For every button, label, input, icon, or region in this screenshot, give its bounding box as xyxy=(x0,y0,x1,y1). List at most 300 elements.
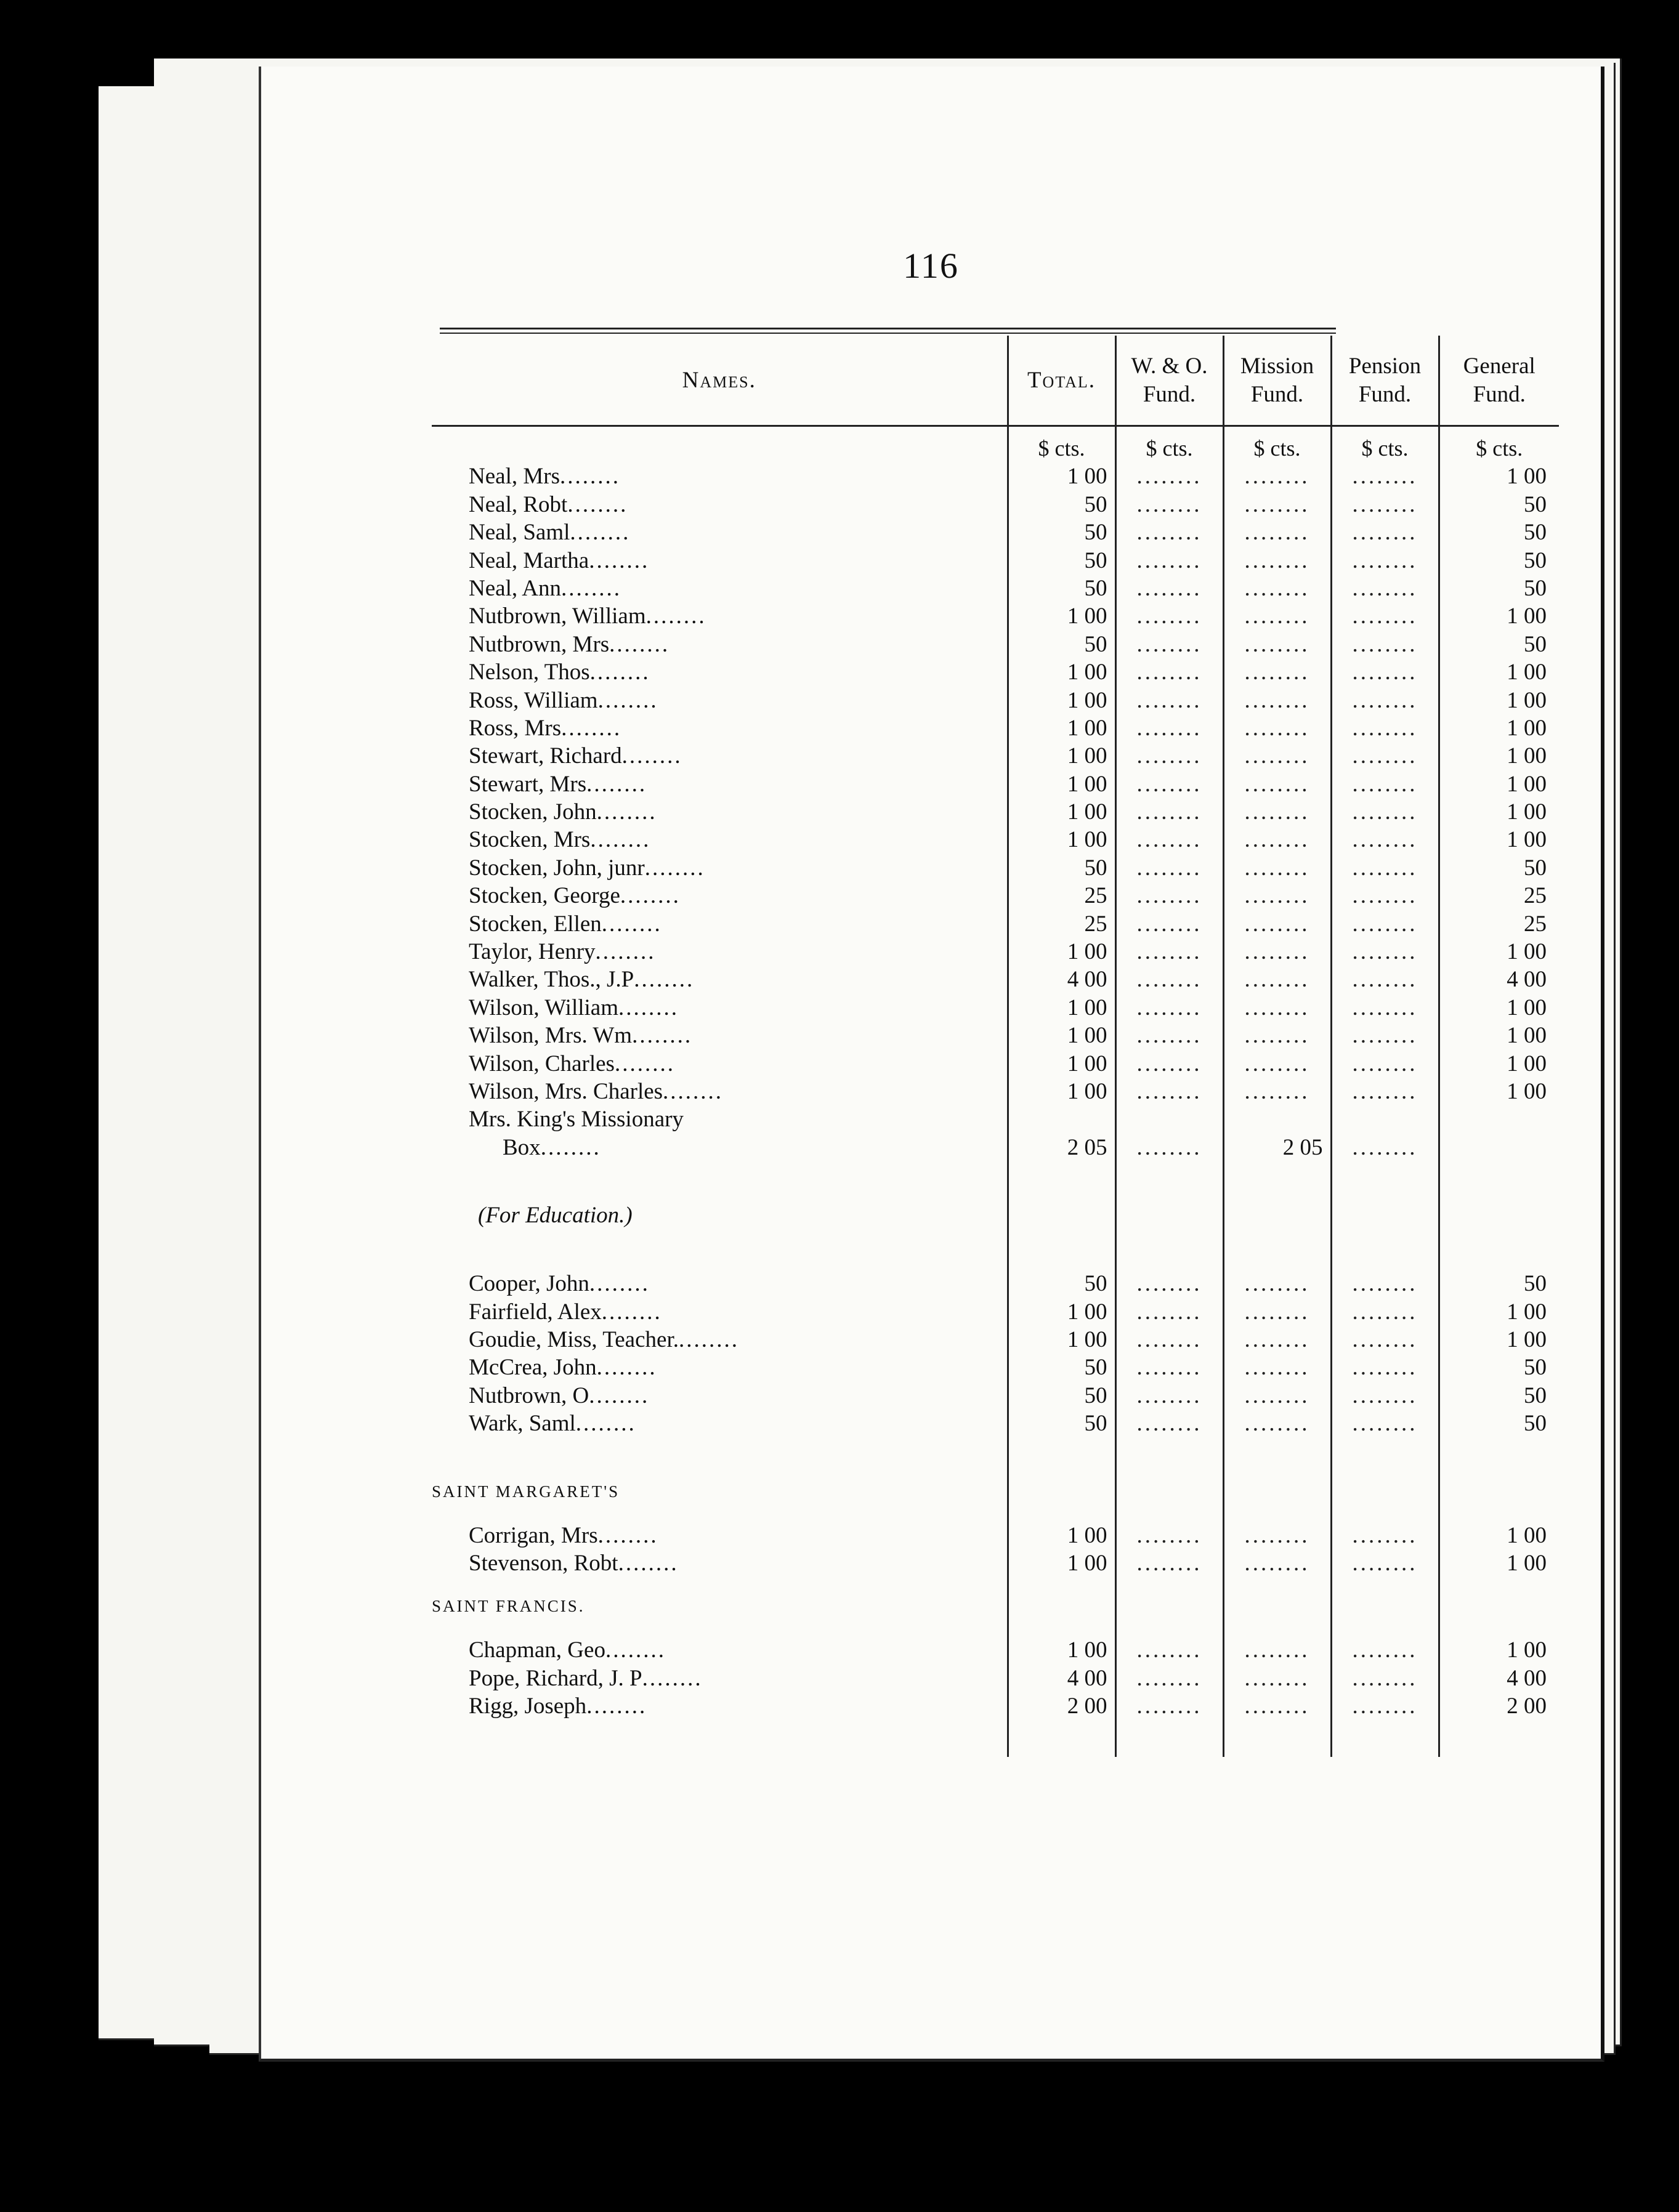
entry-general: 1 00 xyxy=(1439,1636,1559,1664)
pension-fund-dots: ........ xyxy=(1331,1692,1439,1720)
wo-fund-dots: ........ xyxy=(1115,1298,1223,1325)
mission-fund-dots: ........ xyxy=(1223,826,1331,854)
pension-fund-dots: ........ xyxy=(1331,1664,1439,1692)
gap-cell xyxy=(1439,1245,1559,1270)
gap-cell xyxy=(1331,1161,1439,1186)
pension-fund-dots: ........ xyxy=(1331,770,1439,797)
pension-fund-dots: ........ xyxy=(1331,1270,1439,1298)
entry-name xyxy=(432,1326,1008,1354)
missionary-box-name: Mrs. King's Missionary xyxy=(469,1107,684,1132)
entry-name-text: Wark, Saml xyxy=(469,1411,576,1437)
dot-leader: ........ xyxy=(589,1271,650,1297)
entry-name xyxy=(432,742,1008,770)
table-row xyxy=(432,910,1559,937)
wo-fund-dots: ........ xyxy=(1115,1410,1223,1437)
wo-fund-dots: ........ xyxy=(1115,854,1223,881)
entry-name-text: Neal, Mrs xyxy=(469,464,560,490)
entry-general: 4 00 xyxy=(1439,966,1559,993)
entry-name xyxy=(432,1022,1008,1049)
entry-total: 50 xyxy=(1008,490,1115,518)
wo-fund-dots: ........ xyxy=(1115,1636,1223,1664)
entry-total: 1 00 xyxy=(1008,462,1115,490)
wo-fund-dots: ........ xyxy=(1115,714,1223,742)
entry-general: 50 xyxy=(1439,1410,1559,1437)
entry-name xyxy=(432,1664,1008,1692)
gap-cell xyxy=(1331,1437,1439,1462)
entry-total: 50 xyxy=(1008,575,1115,602)
table-row xyxy=(432,1078,1559,1105)
entry-name xyxy=(432,519,1008,546)
pension-fund-dots: ........ xyxy=(1331,630,1439,658)
header-total: Total. xyxy=(1008,336,1115,426)
entry-name xyxy=(432,854,1008,881)
entry-name-text: Cooper, John xyxy=(469,1271,589,1297)
wo-fund-dots: ........ xyxy=(1115,1270,1223,1298)
table-row xyxy=(432,1022,1559,1049)
entry-name-text: Neal, Ann xyxy=(469,575,562,601)
entry-name xyxy=(432,1354,1008,1381)
pension-fund-dots: ........ xyxy=(1331,742,1439,770)
entry-total: 2 00 xyxy=(1008,1692,1115,1720)
entry-name-text: Stocken, George xyxy=(469,883,620,909)
mission-fund-dots: ........ xyxy=(1223,1692,1331,1720)
unit-general: $ cts. xyxy=(1439,426,1559,463)
entry-general: 50 xyxy=(1439,519,1559,546)
gap-cell xyxy=(1008,1161,1115,1186)
table-row xyxy=(432,1636,1559,1664)
mission-fund-dots: ........ xyxy=(1223,1636,1331,1664)
entry-name-text: Wilson, Charles xyxy=(469,1051,615,1076)
gap-cell xyxy=(1115,1437,1223,1462)
entry-total: 50 xyxy=(1008,1410,1115,1437)
entry-name xyxy=(432,1133,1008,1161)
section-saint-francis xyxy=(432,1577,1559,1636)
entry-general: 1 00 xyxy=(1439,1298,1559,1325)
entry-general: 1 00 xyxy=(1439,1549,1559,1577)
entry-name xyxy=(432,1049,1008,1077)
entry-general: 2 00 xyxy=(1439,1692,1559,1720)
entry-name-text: Stocken, John, junr xyxy=(469,855,645,881)
mission-fund-dots: ........ xyxy=(1223,462,1331,490)
dot-leader: ........ xyxy=(596,799,657,825)
entry-total: 50 xyxy=(1008,1270,1115,1298)
dot-leader: ........ xyxy=(561,575,622,601)
entry-total: 1 00 xyxy=(1008,1549,1115,1577)
table-row xyxy=(432,630,1559,658)
table-row xyxy=(432,575,1559,602)
section-education xyxy=(432,1186,1559,1245)
section-spacer xyxy=(1439,1462,1559,1521)
mission-fund-dots: ........ xyxy=(1223,770,1331,797)
entry-total: 1 00 xyxy=(1008,993,1115,1021)
entry-name xyxy=(432,714,1008,742)
dot-leader: ........ xyxy=(618,1550,679,1576)
table-row xyxy=(432,1521,1559,1549)
entry-general: 50 xyxy=(1439,630,1559,658)
entry-name xyxy=(432,1521,1008,1549)
pension-fund-dots: ........ xyxy=(1331,1298,1439,1325)
entry-name-text: Walker, Thos., J.P xyxy=(469,967,634,993)
gap-row xyxy=(432,1245,1559,1270)
table-row xyxy=(432,1049,1559,1077)
wo-fund-dots: ........ xyxy=(1115,658,1223,686)
entry-total: 1 00 xyxy=(1008,1049,1115,1077)
entry-general: 25 xyxy=(1439,910,1559,937)
mission-fund-dots: ........ xyxy=(1223,1298,1331,1325)
blank-cell xyxy=(1439,1105,1559,1133)
entry-name xyxy=(432,462,1008,490)
entry-name-text: Fairfield, Alex xyxy=(469,1299,602,1325)
wo-fund-dots: ........ xyxy=(1115,993,1223,1021)
mission-fund-dots: ........ xyxy=(1223,1022,1331,1049)
dot-leader: ........ xyxy=(589,660,650,685)
entry-name-text: Rigg, Joseph xyxy=(469,1693,587,1719)
wo-fund-dots: ........ xyxy=(1115,575,1223,602)
dot-leader: ........ xyxy=(589,547,650,573)
pension-fund-dots: ........ xyxy=(1331,1636,1439,1664)
blank-cell xyxy=(1331,1105,1439,1133)
gap-cell xyxy=(432,1245,1008,1270)
entry-total: 50 xyxy=(1008,854,1115,881)
table-row xyxy=(432,854,1559,881)
dot-leader: ........ xyxy=(678,1326,739,1352)
entry-name-text: Neal, Saml xyxy=(469,520,570,546)
wo-fund-dots: ........ xyxy=(1115,770,1223,797)
section-spacer xyxy=(1223,1186,1331,1245)
entry-name-text: Taylor, Henry xyxy=(469,939,596,965)
pension-fund-dots: ........ xyxy=(1331,658,1439,686)
entry-name xyxy=(432,1270,1008,1298)
entry-name xyxy=(432,1636,1008,1664)
entry-name-text: Stocken, John xyxy=(469,799,597,825)
entry-name xyxy=(432,910,1008,937)
entry-mission: 2 05 xyxy=(1223,1133,1331,1161)
gap-cell xyxy=(1223,1245,1331,1270)
entry-total: 1 00 xyxy=(1008,826,1115,854)
entry-total: 50 xyxy=(1008,546,1115,574)
dot-leader: ........ xyxy=(596,1355,657,1381)
section-spacer xyxy=(1008,1577,1115,1636)
entry-total: 50 xyxy=(1008,1381,1115,1409)
dot-leader: ........ xyxy=(597,1522,658,1548)
table-row xyxy=(432,546,1559,574)
pension-fund-dots: ........ xyxy=(1331,938,1439,966)
entry-name xyxy=(432,966,1008,993)
entry-general: 1 00 xyxy=(1439,938,1559,966)
entry-general: 1 00 xyxy=(1439,462,1559,490)
mission-fund-dots: ........ xyxy=(1223,630,1331,658)
entry-general xyxy=(1439,1133,1559,1161)
mission-fund-dots: ........ xyxy=(1223,1354,1331,1381)
entry-name xyxy=(432,1078,1008,1105)
entry-total: 1 00 xyxy=(1008,602,1115,630)
unit-total: $ cts. xyxy=(1008,426,1115,463)
table-row xyxy=(432,1270,1559,1298)
wo-fund-dots: ........ xyxy=(1115,686,1223,714)
mission-fund-dots: ........ xyxy=(1223,1326,1331,1354)
pension-fund-dots: ........ xyxy=(1331,826,1439,854)
entry-name-text: Wilson, Mrs. Charles xyxy=(469,1078,663,1104)
dot-leader: ........ xyxy=(601,1299,662,1325)
dot-leader: ........ xyxy=(540,1134,601,1160)
dot-leader: ........ xyxy=(645,603,706,629)
dot-leader: ........ xyxy=(609,631,670,657)
wo-fund-dots: ........ xyxy=(1115,1133,1223,1161)
mission-fund-dots: ........ xyxy=(1223,910,1331,937)
pension-fund-dots: ........ xyxy=(1331,602,1439,630)
entry-name-text: Stevenson, Robt xyxy=(469,1550,618,1576)
section-spacer xyxy=(1115,1577,1223,1636)
entry-name xyxy=(432,826,1008,854)
entry-total: 1 00 xyxy=(1008,742,1115,770)
table-row xyxy=(432,1549,1559,1577)
entry-total: 1 00 xyxy=(1008,714,1115,742)
mission-fund-dots: ........ xyxy=(1223,1381,1331,1409)
mission-fund-dots: ........ xyxy=(1223,1664,1331,1692)
pension-fund-dots: ........ xyxy=(1331,1521,1439,1549)
table-row xyxy=(432,1381,1559,1409)
entry-name-text: Pope, Richard, J. P xyxy=(469,1665,642,1691)
unit-pension: $ cts. xyxy=(1331,426,1439,463)
section-spacer xyxy=(1331,1577,1439,1636)
entry-name xyxy=(432,490,1008,518)
entry-total: 1 00 xyxy=(1008,1636,1115,1664)
entry-general: 50 xyxy=(1439,854,1559,881)
foot-cell xyxy=(1439,1720,1559,1757)
pension-fund-dots: ........ xyxy=(1331,882,1439,910)
table-row xyxy=(432,966,1559,993)
top-rule-2 xyxy=(440,333,1336,334)
entry-name-text: Wilson, Mrs. Wm xyxy=(469,1023,633,1049)
table-row xyxy=(432,770,1559,797)
mission-fund-dots: ........ xyxy=(1223,1078,1331,1105)
table-row xyxy=(432,993,1559,1021)
wo-fund-dots: ........ xyxy=(1115,966,1223,993)
mission-fund-dots: ........ xyxy=(1223,546,1331,574)
mission-fund-dots: ........ xyxy=(1223,1270,1331,1298)
entry-name xyxy=(432,993,1008,1021)
table-row xyxy=(432,714,1559,742)
section-spacer xyxy=(1115,1186,1223,1245)
section-saint-margarets-title: SAINT MARGARET'S xyxy=(432,1482,620,1501)
table-row xyxy=(432,519,1559,546)
pension-fund-dots: ........ xyxy=(1331,462,1439,490)
entry-name xyxy=(432,630,1008,658)
table-row xyxy=(432,602,1559,630)
top-rule-1 xyxy=(440,328,1336,329)
mission-fund-dots: ........ xyxy=(1223,575,1331,602)
table-row xyxy=(432,1298,1559,1325)
table-row xyxy=(432,1664,1559,1692)
units-row xyxy=(432,426,1559,463)
entry-total: 1 00 xyxy=(1008,798,1115,826)
wo-fund-dots: ........ xyxy=(1115,1549,1223,1577)
gap-row xyxy=(432,1161,1559,1186)
entry-name-text: Box xyxy=(503,1134,541,1160)
gap-cell xyxy=(1008,1437,1115,1462)
pension-fund-dots: ........ xyxy=(1331,1049,1439,1077)
dot-leader: ........ xyxy=(614,1051,675,1076)
entry-name-text: Stewart, Mrs xyxy=(469,771,587,797)
entry-total: 4 00 xyxy=(1008,966,1115,993)
entry-name xyxy=(432,1298,1008,1325)
dot-leader: ........ xyxy=(586,771,647,797)
mission-fund-dots: ........ xyxy=(1223,658,1331,686)
entry-name xyxy=(432,882,1008,910)
dot-leader: ........ xyxy=(620,883,681,909)
pension-fund-dots: ........ xyxy=(1331,993,1439,1021)
pension-fund-dots: ........ xyxy=(1331,1133,1439,1161)
gap-cell xyxy=(1439,1161,1559,1186)
pension-fund-dots: ........ xyxy=(1331,1381,1439,1409)
pension-fund-dots: ........ xyxy=(1331,1354,1439,1381)
table-row xyxy=(432,1410,1559,1437)
wo-fund-dots: ........ xyxy=(1115,630,1223,658)
pension-fund-dots: ........ xyxy=(1331,575,1439,602)
entry-general: 1 00 xyxy=(1439,658,1559,686)
section-education-title: (For Education.) xyxy=(478,1203,633,1229)
foot-cell xyxy=(1008,1720,1115,1757)
header-wo-fund: W. & O. Fund. xyxy=(1115,336,1223,426)
ledger-page xyxy=(259,67,1604,2062)
entry-name-text: Wilson, William xyxy=(469,995,618,1020)
entry-general: 1 00 xyxy=(1439,1521,1559,1549)
entry-general: 50 xyxy=(1439,1354,1559,1381)
entry-name xyxy=(432,546,1008,574)
blank-cell xyxy=(1223,1105,1331,1133)
mission-fund-dots: ........ xyxy=(1223,854,1331,881)
table-row xyxy=(432,798,1559,826)
wo-fund-dots: ........ xyxy=(1115,1354,1223,1381)
section-spacer xyxy=(1331,1462,1439,1521)
gap-cell xyxy=(1115,1245,1223,1270)
table-row xyxy=(432,1354,1559,1381)
table-row xyxy=(432,490,1559,518)
dot-leader: ........ xyxy=(575,1411,636,1437)
section-spacer xyxy=(1331,1186,1439,1245)
entry-general: 1 00 xyxy=(1439,714,1559,742)
entry-name-text: Neal, Martha xyxy=(469,547,589,573)
header-general-fund: General Fund. xyxy=(1439,336,1559,426)
entry-name-text: Stocken, Ellen xyxy=(469,911,602,937)
mission-fund-dots: ........ xyxy=(1223,798,1331,826)
mission-fund-dots: ........ xyxy=(1223,602,1331,630)
wo-fund-dots: ........ xyxy=(1115,1381,1223,1409)
table-row xyxy=(432,1326,1559,1354)
wo-fund-dots: ........ xyxy=(1115,1664,1223,1692)
entry-name xyxy=(432,575,1008,602)
mission-fund-dots: ........ xyxy=(1223,1049,1331,1077)
unit-wo: $ cts. xyxy=(1115,426,1223,463)
dot-leader: ........ xyxy=(601,911,662,937)
gap-cell xyxy=(1008,1245,1115,1270)
section-saint-margarets xyxy=(432,1462,1559,1521)
entry-general: 1 00 xyxy=(1439,1049,1559,1077)
section-spacer xyxy=(1223,1462,1331,1521)
pension-fund-dots: ........ xyxy=(1331,1549,1439,1577)
wo-fund-dots: ........ xyxy=(1115,1022,1223,1049)
subscription-table xyxy=(432,336,1559,1757)
pension-fund-dots: ........ xyxy=(1331,1022,1439,1049)
entry-general: 50 xyxy=(1439,1270,1559,1298)
gap-cell xyxy=(1331,1245,1439,1270)
section-spacer xyxy=(1115,1462,1223,1521)
wo-fund-dots: ........ xyxy=(1115,742,1223,770)
entry-general: 1 00 xyxy=(1439,1022,1559,1049)
dot-leader: ........ xyxy=(644,855,705,881)
mission-fund-dots: ........ xyxy=(1223,519,1331,546)
pension-fund-dots: ........ xyxy=(1331,519,1439,546)
entry-general: 1 00 xyxy=(1439,826,1559,854)
pension-fund-dots: ........ xyxy=(1331,1326,1439,1354)
gap-cell xyxy=(1439,1437,1559,1462)
entry-general: 1 00 xyxy=(1439,1326,1559,1354)
entry-total: 1 00 xyxy=(1008,658,1115,686)
entry-name xyxy=(432,602,1008,630)
entry-total: 1 00 xyxy=(1008,686,1115,714)
entry-name-text: Ross, Mrs xyxy=(469,715,562,741)
pension-fund-dots: ........ xyxy=(1331,1410,1439,1437)
header-names: Names. xyxy=(432,336,1008,426)
table-row xyxy=(432,658,1559,686)
entry-name xyxy=(432,770,1008,797)
entry-total: 1 00 xyxy=(1008,1298,1115,1325)
dot-leader: ........ xyxy=(597,687,658,713)
dot-leader: ........ xyxy=(621,743,682,769)
entry-name xyxy=(432,1381,1008,1409)
entry-name xyxy=(432,938,1008,966)
dot-leader: ........ xyxy=(567,491,628,517)
wo-fund-dots: ........ xyxy=(1115,882,1223,910)
dot-leader: ........ xyxy=(570,520,631,546)
table-row xyxy=(432,826,1559,854)
entry-general: 1 00 xyxy=(1439,686,1559,714)
mission-fund-dots: ........ xyxy=(1223,882,1331,910)
wo-fund-dots: ........ xyxy=(1115,1521,1223,1549)
entry-general: 50 xyxy=(1439,546,1559,574)
gap-row xyxy=(432,1437,1559,1462)
entry-name-text: McCrea, John xyxy=(469,1355,597,1381)
mission-fund-dots: ........ xyxy=(1223,490,1331,518)
section-spacer xyxy=(1008,1186,1115,1245)
mission-fund-dots: ........ xyxy=(1223,993,1331,1021)
entry-total: 1 00 xyxy=(1008,1022,1115,1049)
pension-fund-dots: ........ xyxy=(1331,798,1439,826)
gap-cell xyxy=(1115,1161,1223,1186)
entry-total: 1 00 xyxy=(1008,1326,1115,1354)
entry-total: 4 00 xyxy=(1008,1664,1115,1692)
mission-fund-dots: ........ xyxy=(1223,686,1331,714)
entry-name xyxy=(432,1410,1008,1437)
wo-fund-dots: ........ xyxy=(1115,938,1223,966)
entry-name xyxy=(432,798,1008,826)
entry-name-text: Chapman, Geo xyxy=(469,1637,605,1663)
entry-total: 1 00 xyxy=(1008,938,1115,966)
wo-fund-dots: ........ xyxy=(1115,519,1223,546)
mission-fund-dots: ........ xyxy=(1223,1521,1331,1549)
dot-leader: ........ xyxy=(605,1637,666,1663)
entry-general: 1 00 xyxy=(1439,602,1559,630)
entry-name-text: Goudie, Miss, Teacher. xyxy=(469,1326,679,1352)
entry-total: 1 00 xyxy=(1008,770,1115,797)
entry-name-text: Nutbrown, William xyxy=(469,603,646,629)
entry-total: 50 xyxy=(1008,519,1115,546)
foot-cell xyxy=(1223,1720,1331,1757)
entry-total: 1 00 xyxy=(1008,1078,1115,1105)
entry-name xyxy=(432,658,1008,686)
entry-name-text: Nutbrown, Mrs xyxy=(469,631,610,657)
wo-fund-dots: ........ xyxy=(1115,462,1223,490)
